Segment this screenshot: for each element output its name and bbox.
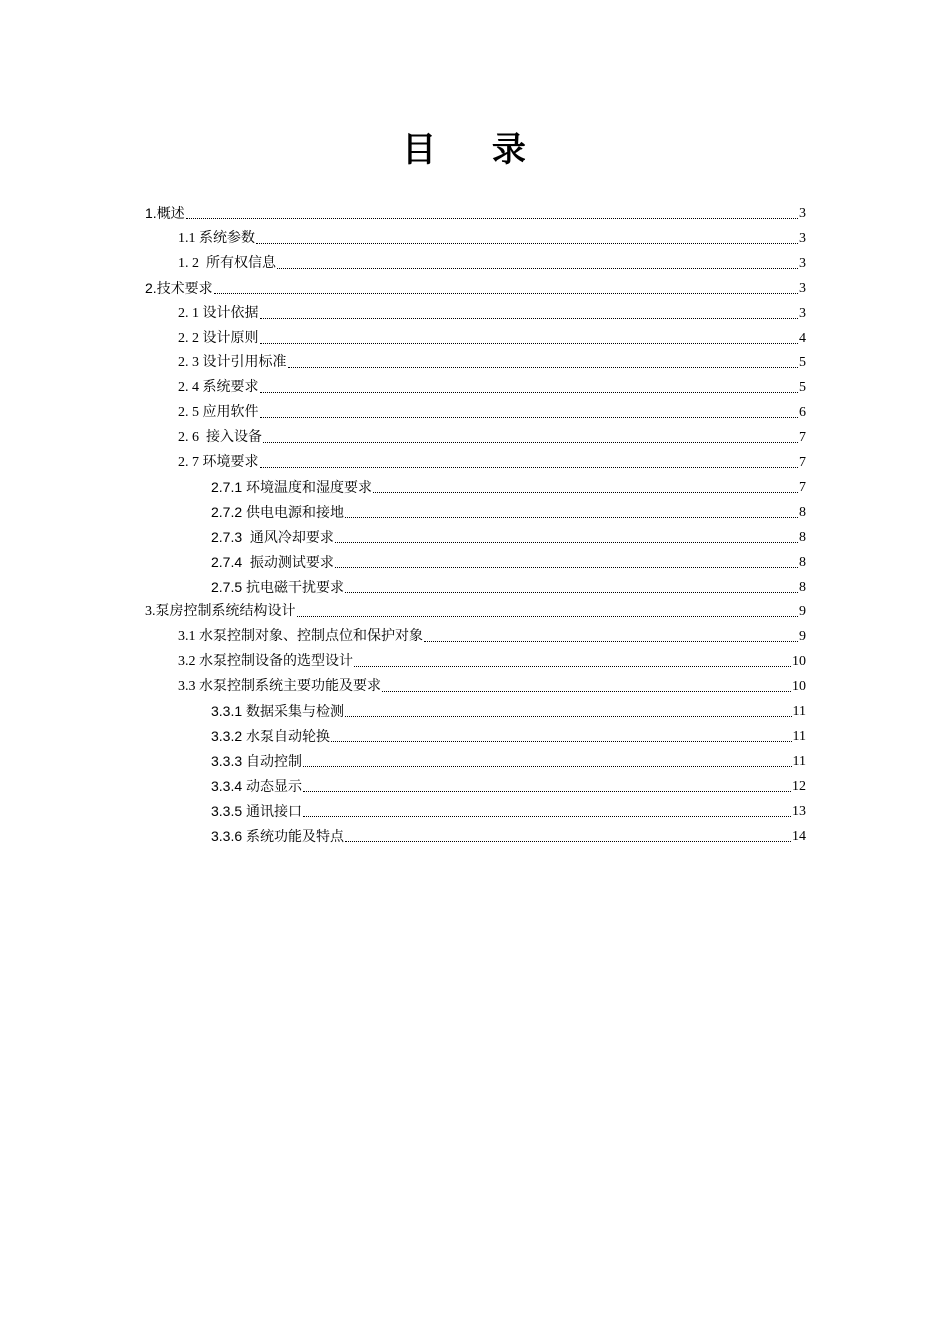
toc-entry-text: 数据采集与检测 <box>246 704 345 720</box>
toc-entry[interactable] <box>178 373 806 397</box>
toc-entry[interactable] <box>211 573 806 597</box>
toc-entry-label <box>145 279 213 298</box>
toc-leader-dots <box>373 492 798 493</box>
toc-entry[interactable] <box>211 498 806 522</box>
toc-leader-dots <box>303 816 791 817</box>
toc-entry-number: 2.7.4 <box>211 553 250 570</box>
toc-entry-label <box>178 652 353 671</box>
toc-page-number: 3 <box>799 230 806 246</box>
toc-entry-text: 设计原则 <box>202 329 259 346</box>
toc-entry[interactable] <box>178 324 806 348</box>
toc-entry-number: 2. 2 <box>178 330 203 346</box>
toc-entry-number: 3.3.1 <box>211 703 247 719</box>
toc-entry-number: 2.7.1 <box>211 478 247 495</box>
toc-entry-number: 2. 7 <box>178 455 203 470</box>
toc-entry-number: 3.3.3 <box>211 752 247 769</box>
toc-page-number: 7 <box>799 430 806 446</box>
toc-entry-number: 3.3 <box>178 679 199 695</box>
toc-page-number: 10 <box>792 679 806 695</box>
toc-entry-text: 振动测试要求 <box>249 554 334 571</box>
toc-leader-dots <box>345 592 798 593</box>
toc-leader-dots <box>303 766 791 767</box>
toc-entry[interactable] <box>211 772 806 796</box>
toc-leader-dots <box>335 567 798 568</box>
toc-page-number: 9 <box>799 629 806 645</box>
toc-page-number: 11 <box>792 753 806 769</box>
toc-page-number: 8 <box>799 504 806 520</box>
toc-page-number: 5 <box>799 355 806 371</box>
toc-entry-number: 2. 6 <box>178 430 206 446</box>
toc-entry-number: 2.7.5 <box>211 578 247 595</box>
toc-entry-label <box>178 428 262 447</box>
toc-page-number: 8 <box>799 529 806 545</box>
toc-entry[interactable] <box>178 448 806 472</box>
toc-title: 目 录 <box>402 130 548 170</box>
toc-entry-text: 供电电源和接地 <box>246 504 345 521</box>
toc-entry-text: 通讯接口 <box>246 803 303 820</box>
toc-entry-label <box>211 802 302 821</box>
toc-leader-dots <box>331 741 791 742</box>
toc-entry-number: 2. <box>145 279 157 296</box>
toc-page-number: 3 <box>799 280 806 296</box>
toc-leader-dots <box>288 367 799 368</box>
toc-leader-dots <box>260 343 799 344</box>
toc-entry-number: 3.1 <box>178 629 199 645</box>
toc-entry-label <box>178 353 287 372</box>
toc-entry-text: 动态显示 <box>246 778 303 795</box>
toc-entry-number: 1. <box>145 205 157 221</box>
toc-entry-text: 设计依据 <box>202 304 259 321</box>
toc-page-number: 5 <box>799 380 806 396</box>
toc-page-number: 14 <box>792 828 806 844</box>
toc-entry[interactable] <box>145 597 806 621</box>
toc-leader-dots <box>335 542 798 543</box>
toc-entry-text: 系统要求 <box>202 379 259 396</box>
toc-leader-dots <box>256 243 798 244</box>
toc-entry[interactable] <box>211 697 806 721</box>
toc-entry[interactable] <box>211 747 806 771</box>
toc-leader-dots <box>263 442 798 443</box>
toc-entry-number: 1. 2 <box>178 255 206 271</box>
toc-entry-label <box>211 752 302 771</box>
toc-page-number: 12 <box>792 778 806 794</box>
toc-page-number: 7 <box>799 479 806 495</box>
toc-leader-dots <box>260 467 799 468</box>
toc-leader-dots <box>260 392 799 393</box>
toc-page-number: 3 <box>799 305 806 321</box>
toc-entry-text: 环境温度和湿度要求 <box>246 479 373 496</box>
toc-page-number: 4 <box>799 330 806 346</box>
toc-entry-text: 接入设备 <box>206 429 262 446</box>
toc-entry[interactable] <box>178 622 806 646</box>
toc-entry[interactable] <box>211 797 806 821</box>
toc-page-number: 13 <box>792 803 806 819</box>
toc-entry-label <box>178 403 259 422</box>
toc-entry[interactable] <box>211 822 806 846</box>
toc-entry-text: 系统功能及特点 <box>246 828 345 845</box>
toc-entry-label <box>145 602 296 621</box>
toc-entry[interactable] <box>211 473 806 497</box>
toc-page-number: 11 <box>792 704 806 719</box>
toc-entry-number: 3. <box>145 604 156 620</box>
toc-entry-label <box>178 453 259 472</box>
toc-entry-label <box>211 478 372 497</box>
toc-entry-text: 水泵控制对象、控制点位和保护对象 <box>199 628 423 645</box>
toc-entry-number: 3.3.6 <box>211 827 247 844</box>
toc-entry[interactable] <box>211 722 806 746</box>
toc-page-number: 7 <box>799 455 806 470</box>
toc-leader-dots <box>424 641 798 642</box>
toc-entry-number: 3.3.2 <box>211 727 247 744</box>
toc-page-number: 10 <box>792 654 806 670</box>
toc-entry[interactable] <box>211 523 806 547</box>
toc-entry-label <box>211 702 344 721</box>
toc-entry-label <box>178 329 259 348</box>
toc-entry-text: 泵房控制系统结构设计 <box>155 603 296 620</box>
toc-entry-label <box>211 503 344 522</box>
toc-entry-number: 1.1 <box>178 230 199 246</box>
toc-entry-label <box>211 827 344 846</box>
toc-leader-dots <box>345 517 798 518</box>
toc-entry-text: 技术要求 <box>156 280 213 297</box>
toc-leader-dots <box>297 616 799 617</box>
toc-entry-text: 概述 <box>156 206 185 222</box>
toc-entry-text: 自动控制 <box>246 753 303 770</box>
toc-leader-dots <box>303 791 791 792</box>
toc-entry-label <box>178 677 381 696</box>
toc-entry-label <box>211 777 302 796</box>
toc-leader-dots <box>260 417 799 418</box>
toc-entry-label <box>211 727 330 746</box>
toc-leader-dots <box>214 293 798 294</box>
toc-entry-label <box>145 204 185 223</box>
toc-entry-label <box>211 578 344 597</box>
toc-page-number: 9 <box>799 604 806 620</box>
toc-page-number: 6 <box>799 405 806 421</box>
toc-page-number: 8 <box>799 554 806 570</box>
toc-page-number: 8 <box>799 579 806 595</box>
toc-entry-number: 2.7.3 <box>211 528 250 545</box>
toc-entry-label <box>178 229 255 248</box>
toc-entry-number: 2.7.2 <box>211 503 247 520</box>
toc-entry[interactable] <box>178 224 806 248</box>
toc-entry-text: 水泵控制设备的选型设计 <box>199 653 353 670</box>
toc-entry[interactable] <box>178 348 806 372</box>
toc-entry-text: 水泵控制系统主要功能及要求 <box>199 678 381 695</box>
toc-entry-number: 3.3.5 <box>211 802 247 819</box>
toc-page-number: 3 <box>799 255 806 271</box>
toc-entry-text: 抗电磁干扰要求 <box>246 579 345 596</box>
toc-entry-label <box>211 553 334 572</box>
toc-page-number: 11 <box>792 728 806 744</box>
toc-leader-dots <box>345 716 791 717</box>
toc-entry[interactable] <box>178 398 806 422</box>
toc-entry-text: 应用软件 <box>202 404 259 421</box>
toc-entry-text: 通风冷却要求 <box>249 529 334 546</box>
toc-entry-text: 水泵自动轮换 <box>246 728 331 745</box>
toc-entry-number: 2. 1 <box>178 305 203 321</box>
toc-page-number: 3 <box>799 206 806 221</box>
toc-entry-number: 2. 4 <box>178 380 203 396</box>
toc-entry[interactable] <box>178 647 806 671</box>
toc-entry-text: 所有权信息 <box>206 254 276 271</box>
toc-entry-text: 系统参数 <box>199 229 255 246</box>
toc-leader-dots <box>260 318 799 319</box>
toc-entry-number: 3.2 <box>178 654 199 670</box>
toc-entry[interactable] <box>178 299 806 323</box>
toc-entry[interactable] <box>145 274 806 298</box>
toc-entry[interactable] <box>178 423 806 447</box>
toc-entry-label <box>178 254 276 273</box>
toc-entry[interactable] <box>178 672 806 696</box>
toc-leader-dots <box>277 268 798 269</box>
toc-leader-dots <box>354 666 791 667</box>
toc-entry-label <box>178 304 259 323</box>
toc-leader-dots <box>382 691 791 692</box>
toc-entry[interactable] <box>145 199 806 223</box>
toc-entry-text: 环境要求 <box>202 454 259 470</box>
toc-entry-number: 2. 3 <box>178 355 203 371</box>
toc-leader-dots <box>186 218 798 219</box>
toc-entry-label <box>211 528 334 547</box>
toc-entry-number: 2. 5 <box>178 405 203 421</box>
toc-entry-label <box>178 627 423 646</box>
toc-leader-dots <box>345 841 791 842</box>
toc-entry[interactable] <box>178 249 806 273</box>
toc-entry-label <box>178 378 259 397</box>
toc-entry-number: 3.3.4 <box>211 777 247 794</box>
toc-entry[interactable] <box>211 548 806 572</box>
toc-entry-text: 设计引用标准 <box>202 354 287 371</box>
